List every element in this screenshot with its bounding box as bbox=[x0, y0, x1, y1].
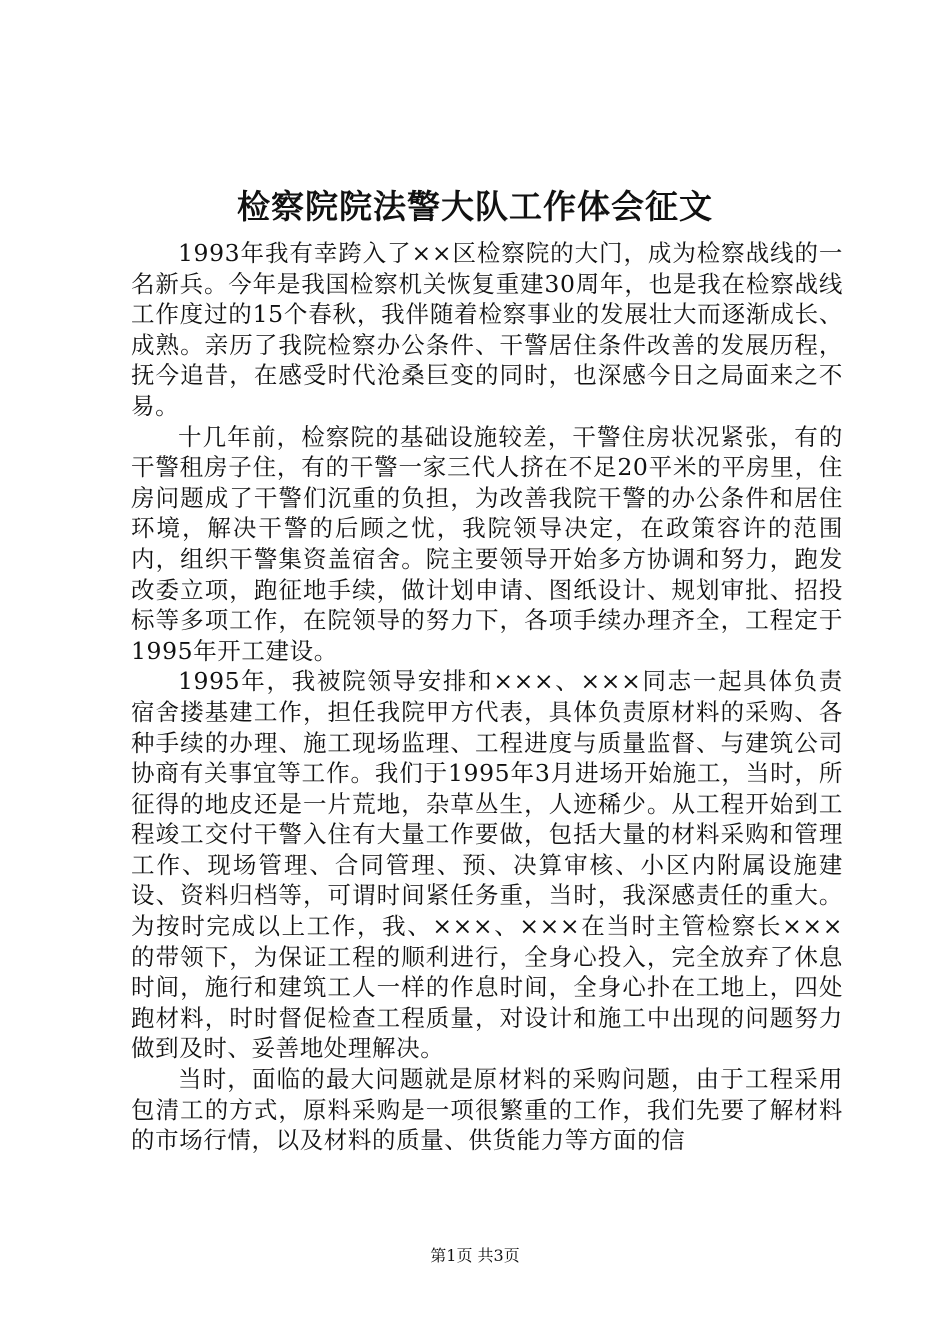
document-title: 检察院院法警大队工作体会征文 bbox=[237, 187, 713, 226]
page-footer: 第1页 共3页 bbox=[430, 1246, 520, 1265]
document-body bbox=[131, 238, 843, 1156]
paragraph: 1995年，我被院领导安排和×××、×××同志一起具体负责宿舍搂基建工作，担任我院甲方代表，具体负责原材料的采购、各种手续的办理、施工现场监理、工程进度与质量监督、与建筑公司协商有关事宜等工作。我们于1995年3月进场开始施工，当时，所征得的地皮还是一片荒地，杂草丛生，人迹稀少。从工程开始到工程竣工交付干警入住有大量工作要做，包括大量的材料采购和管理工作、现场管理、合同管理、预、决算审核、小区内附属设施建设、资料归档等，可谓时间紧任务重，当时，我深感责任的重大。为按时完成以上工作，我、×××、×××在当时主管检察长×××的带领下，为保证工程的顺利进行，全身心投入，完全放弃了休息时间，施行和建筑工人一样的作息时间，全身心扑在工地上，四处跑材料，时时督促检查工程质量，对设计和施工中出现的问题努力做到及时、妥善地处理解决。 bbox=[131, 667, 843, 1063]
paragraph: 十几年前，检察院的基础设施较差，干警住房状况紧张，有的干警租房子住，有的干警一家三代人挤在不足20平米的平房里，住房问题成了干警们沉重的负担，为改善我院干警的办公条件和居住环境，解决干警的后顾之忧，我院领导决定，在政策容许的范围内，组织干警集资盖宿舍。院主要领导开始多方协调和努力，跑发改委立项，跑征地手续，做计划申请、图纸设计、规划审批、招投标等多项工作，在院领导的努力下，各项手续办理齐全，工程定于1995年开工建设。 bbox=[131, 422, 843, 665]
paragraph: 当时，面临的最大问题就是原材料的采购问题，由于工程采用包清工的方式，原料采购是一项很繁重的工作，我们先要了解材料的市场行情，以及材料的质量、供货能力等方面的信 bbox=[131, 1065, 843, 1155]
paragraph: 1993年我有幸跨入了××区检察院的大门，成为检察战线的一名新兵。今年是我国检察机关恢复重建30周年，也是我在检察战线工作度过的15个春秋，我伴随着检察事业的发展壮大而逐渐成长、成熟。亲历了我院检察办公条件、干警居住条件改善的发展历程，抚今追昔，在感受时代沧桑巨变的同时，也深感今日之局面来之不易。 bbox=[131, 239, 843, 420]
